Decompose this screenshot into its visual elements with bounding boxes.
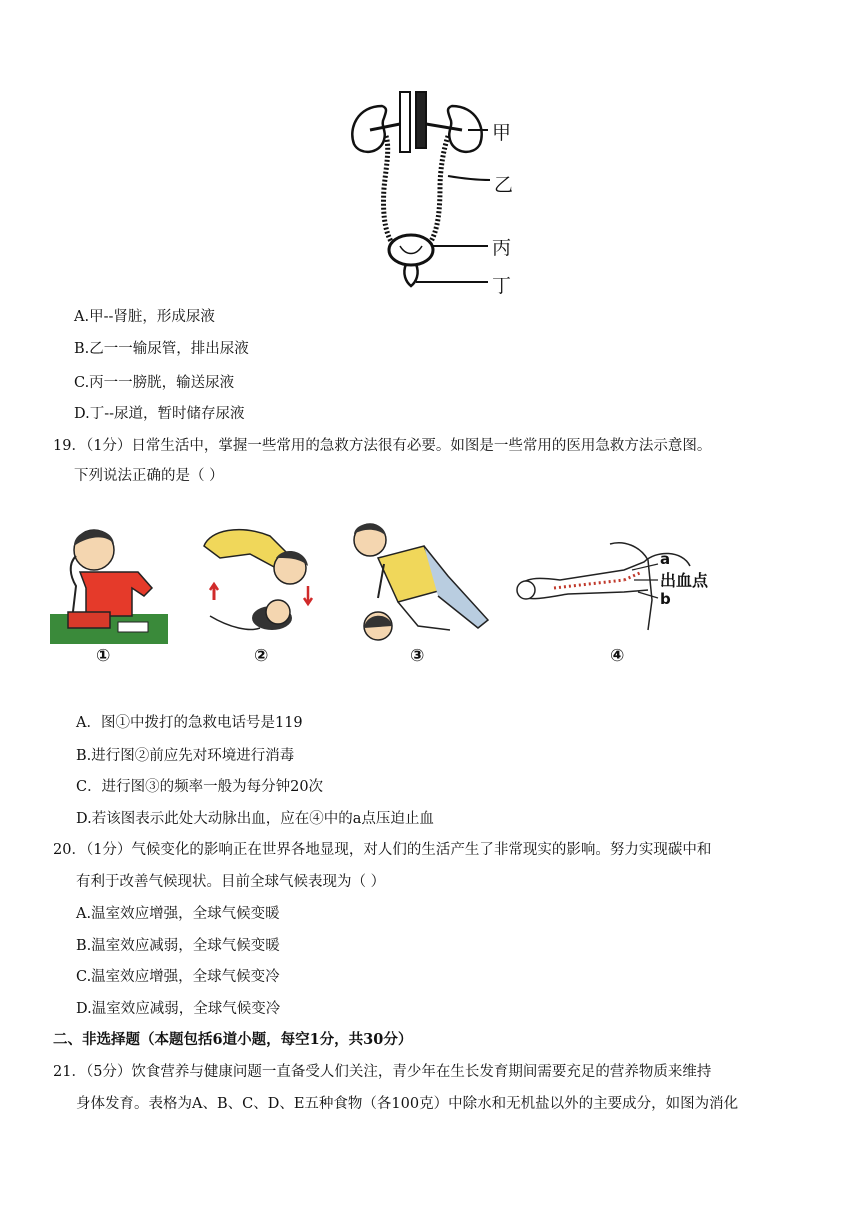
q19-stem-line2: 下列说法正确的是（ ） [74, 468, 224, 484]
q18-option-b: B.乙一一输尿管，排出尿液 [74, 341, 249, 357]
label-bleeding-point: 出血点 [660, 571, 709, 590]
label-bing: 丙 [492, 237, 512, 259]
chest-compression-drawing [338, 516, 498, 646]
q20-option-d: D.温室效应减弱，全球气候变冷 [76, 1001, 281, 1017]
q19-option-c: C．进行图③的频率一般为每分钟20次 [76, 779, 324, 795]
first-aid-figure-4 [514, 540, 734, 670]
first-aid-figure-2 [200, 516, 320, 666]
label-a: a [660, 550, 671, 568]
figure-number-2: ② [254, 646, 269, 666]
q18-option-c: C.丙一一膀胱，输送尿液 [74, 375, 235, 391]
phone-call-drawing [48, 516, 168, 646]
label-ding: 丁 [492, 275, 512, 297]
q21-stem-line1: 21．（5分）饮食营养与健康问题一直备受人们关注，青少年在生长发育期间需要充足的营养物质来维持 [53, 1064, 712, 1080]
label-b: b [660, 590, 671, 608]
q20-option-a: A.温室效应增强，全球气候变暖 [76, 906, 280, 922]
first-aid-figure-1 [48, 516, 168, 666]
label-jia: 甲 [492, 122, 512, 144]
urinary-system-figure [340, 88, 530, 298]
q20-stem-line1: 20．（1分）气候变化的影响正在世界各地显现，对人们的生活产生了非常现实的影响。努力实现碳中和 [53, 842, 712, 858]
q18-option-a: A.甲--肾脏，形成尿液 [74, 309, 215, 325]
figure-number-4: ④ [610, 646, 625, 666]
q19-option-a: A．图①中拨打的急救电话号是119 [76, 715, 303, 731]
q18-option-d: D.丁--尿道，暂时储存尿液 [74, 406, 245, 422]
q21-stem-line2: 身体发育。表格为A、B、C、D、E五种食物（各100克）中除水和无机盐以外的主要成分，如图为消化 [76, 1096, 739, 1112]
figure-number-1: ① [96, 646, 111, 666]
rescue-breathing-drawing [200, 516, 320, 646]
q19-option-b: B.进行图②前应先对环境进行消毒 [76, 748, 295, 764]
q20-stem-line2: 有利于改善气候现状。目前全球气候表现为（ ） [76, 874, 386, 890]
figure-number-3: ③ [410, 646, 425, 666]
label-yi: 乙 [494, 174, 514, 196]
first-aid-figure-3 [338, 516, 498, 666]
q20-option-c: C.温室效应增强，全球气候变冷 [76, 969, 280, 985]
q19-stem-line1: 19．（1分）日常生活中，掌握一些常用的急救方法很有必要。如图是一些常用的医用急救方法示意图。 [53, 438, 712, 454]
q19-option-d: D.若该图表示此处大动脉出血，应在④中的a点压迫止血 [76, 811, 434, 827]
q20-option-b: B.温室效应减弱，全球气候变暖 [76, 938, 280, 954]
section-heading: 二、非选择题（本题包括6道小题，每空1分，共30分） [53, 1031, 413, 1048]
